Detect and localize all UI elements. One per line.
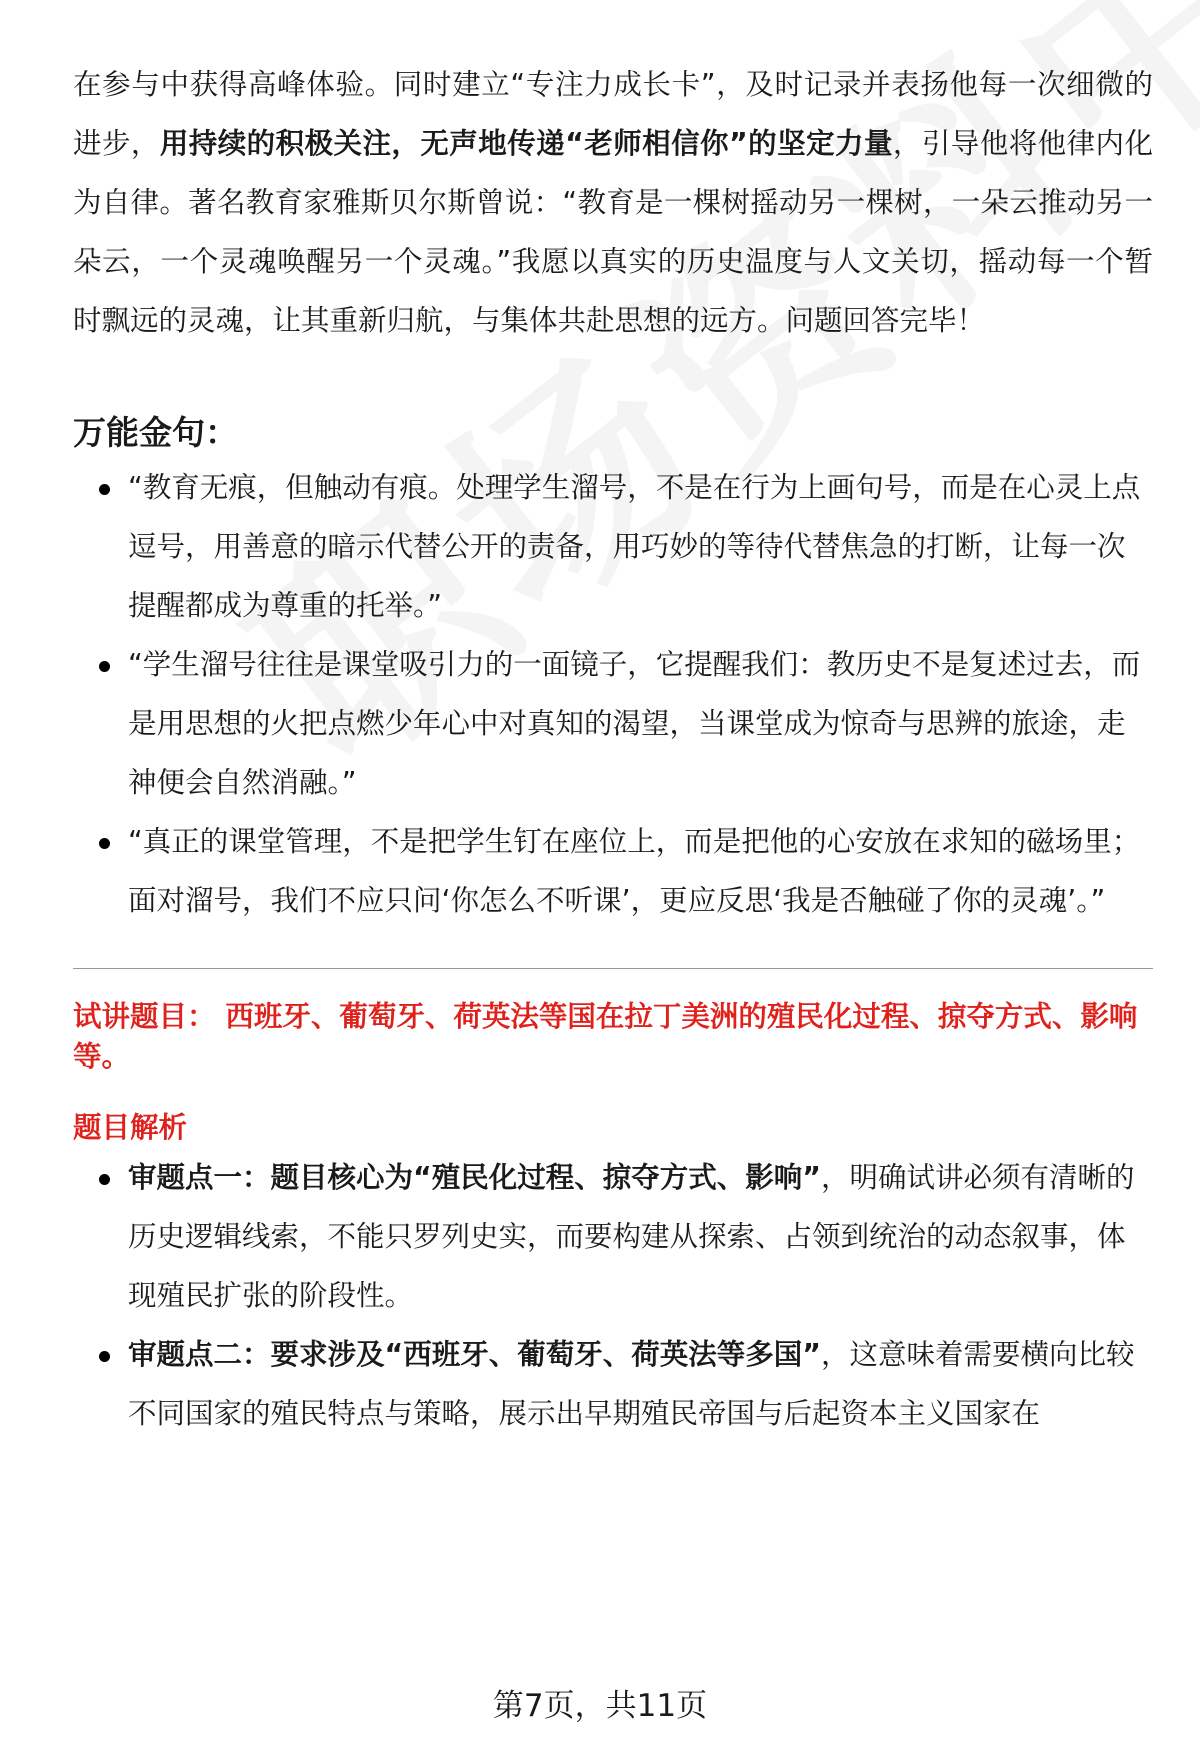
golden-quote-item: “真正的课堂管理，不是把学生钉在座位上，而是把他的心安放在求知的磁场里；面对溜号，我们不应只问‘你怎么不听课’，更应反思‘我是否触碰了你的灵魂’。”: [73, 812, 1153, 930]
analysis-item-bold: 审题点二：要求涉及“西班牙、葡萄牙、荷英法等多国”: [128, 1338, 821, 1371]
page-content: [73, 55, 1153, 1443]
analysis-item-text: ，明确试讲必须有清晰的历史逻辑线索，不能只罗列史实，而要构建从探索、占领到统治的动态叙事，体现殖民扩张的阶段性。: [128, 1161, 1135, 1312]
intro-bold-text: 用持续的积极关注，无声地传递“老师相信你”的坚定力量: [159, 127, 893, 160]
analysis-item-bold: 审题点一：题目核心为“殖民化过程、掠夺方式、影响”: [128, 1161, 821, 1194]
intro-text-2: ，引导他将他律内化为自律。著名教育家雅斯贝尔斯曾说：“教育是一棵树摇动另一棵树，一朵云推动另一朵云，一个灵魂唤醒另一个灵魂。”我愿以真实的历史温度与人文关切，摇动每一个暂时飘远的灵魂，让其重新归航，与集体共赴思想的远方。问题回答完毕！: [73, 127, 1153, 337]
intro-text-1: 在参与中获得高峰体验。同时建立“专注力成长卡”，及时记录并表扬他每一次细微的进步，: [73, 68, 1153, 160]
section-divider: [73, 968, 1153, 969]
analysis-list: [73, 1148, 1153, 1443]
analysis-item: [73, 1148, 1153, 1325]
analysis-item: [73, 1325, 1153, 1443]
analysis-heading: 题目解析: [73, 1111, 188, 1144]
golden-quote-item: “教育无痕，但触动有痕。处理学生溜号，不是在行为上画句号，而是在心灵上点逗号，用善意的暗示代替公开的责备，用巧妙的等待代替焦急的打断，让每一次提醒都成为尊重的托举。”: [73, 458, 1153, 635]
golden-quotes-heading: 万能金句：: [73, 413, 238, 452]
lecture-topic: 试讲题目： 西班牙、葡萄牙、荷英法等国在拉丁美洲的殖民化过程、掠夺方式、影响等。: [73, 1000, 1138, 1073]
page-number-footer: 第7页，共11页: [492, 1688, 708, 1724]
golden-quotes-list: [73, 458, 1153, 930]
golden-quote-item: “学生溜号往往是课堂吸引力的一面镜子，它提醒我们：教历史不是复述过去，而是用思想的火把点燃少年心中对真知的渴望，当课堂成为惊奇与思辨的旅途，走神便会自然消融。”: [73, 635, 1153, 812]
analysis-item-text: ，这意味着需要横向比较不同国家的殖民特点与策略，展示出早期殖民帝国与后起资本主义国家在: [128, 1338, 1135, 1430]
intro-paragraph: [73, 55, 1153, 350]
